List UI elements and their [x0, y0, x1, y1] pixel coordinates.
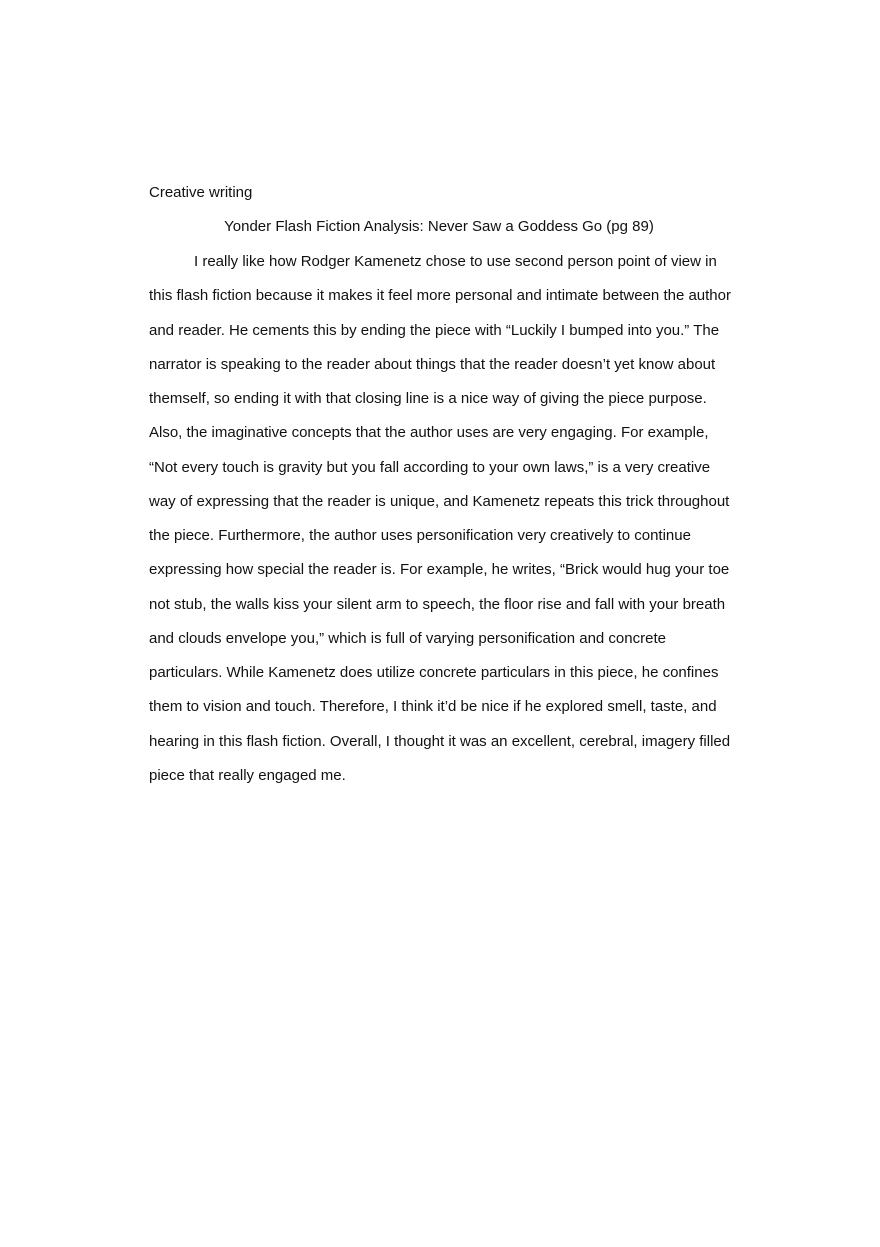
- paragraph-line: I really like how Rodger Kamenetz chose to use second person point of view in: [194, 253, 717, 270]
- paragraph-line: this flash fiction because it makes it feel more personal and intimate between the author: [149, 287, 731, 305]
- paragraph-line: themself, so ending it with that closing line is a nice way of giving the piece purpose.: [149, 390, 707, 407]
- paragraph-line: Also, the imaginative concepts that the author uses are very engaging. For example,: [149, 424, 709, 442]
- paragraph-line: hearing in this flash fiction. Overall, I thought it was an excellent, cerebral, imagery filled: [149, 732, 731, 750]
- paragraph-line: way of expressing that the reader is unique, and Kamenetz repeats this trick throughout: [149, 492, 730, 510]
- body-paragraph: [149, 252, 739, 800]
- paragraph-line: particulars. While Kamenetz does utilize concrete particulars in this piece, he confines: [149, 664, 719, 681]
- paragraph-line: and clouds envelope you,” which is full of varying personification and concrete: [149, 629, 666, 647]
- paragraph-line: piece that really engaged me.: [149, 766, 346, 784]
- course-label: Creative writing: [149, 184, 253, 201]
- paragraph-line: “Not every touch is gravity but you fall according to your own laws,” is a very creative: [149, 458, 711, 476]
- paragraph-line: not stub, the walls kiss your silent arm to speech, the floor rise and fall with your breath: [149, 595, 726, 613]
- paragraph-line: narrator is speaking to the reader about things that the reader doesn’t yet know about: [149, 355, 716, 373]
- paragraph-line: and reader. He cements this by ending the piece with “Luckily I bumped into you.” The: [149, 321, 720, 339]
- document-title: Yonder Flash Fiction Analysis: Never Saw a Goddess Go (pg 89): [224, 218, 654, 235]
- paragraph-line: expressing how special the reader is. For example, he writes, “Brick would hug your toe: [149, 561, 730, 579]
- paragraph-line: the piece. Furthermore, the author uses personification very creatively to continue: [149, 527, 691, 544]
- paragraph-line: them to vision and touch. Therefore, I think it’d be nice if he explored smell, taste, and: [149, 698, 717, 716]
